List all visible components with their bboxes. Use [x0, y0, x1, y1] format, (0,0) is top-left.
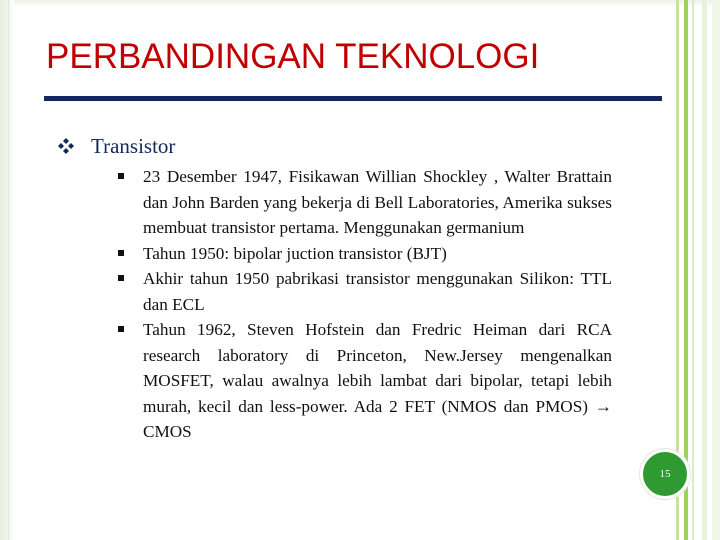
list-item	[118, 317, 612, 445]
list-item-text: Tahun 1962, Steven Hofstein dan Fredric Heiman dari RCA research laboratory di Princeton, New.Jersey mengenalkan MOSFET, walau awalnya lebih lambat dari bipolar, tetapi lebih murah, kecil dan less-power. Ada 2 FET (NMOS dan PMOS) → CMOS	[143, 320, 612, 441]
square-bullet-icon	[118, 326, 124, 332]
four-diamond-bullet-icon	[58, 138, 74, 154]
list-item-text: Tahun 1950: bipolar juction transistor (BJT)	[143, 243, 447, 263]
right-bar-edge	[712, 0, 720, 540]
right-bar-pale	[702, 0, 707, 540]
slide-left-border	[0, 0, 14, 540]
page-number-badge: 15	[640, 449, 690, 499]
list-item	[118, 164, 612, 241]
title-underline-rule	[44, 96, 662, 101]
section-heading-text: Transistor	[91, 134, 176, 158]
slide-top-edge	[0, 0, 720, 7]
list-item-text: Akhir tahun 1950 pabrikasi transistor menggunakan Silikon: TTL dan ECL	[143, 269, 612, 314]
list-item-text: 23 Desember 1947, Fisikawan Willian Shockley , Walter Brattain dan John Barden yang bekerja di Bell Laboratories, Amerika sukses membuat transistor pertama. Menggunakan germanium	[143, 167, 612, 237]
list-item	[118, 241, 612, 267]
list-item	[118, 266, 612, 317]
square-bullet-icon	[118, 275, 124, 281]
slide-title: PERBANDINGAN TEKNOLOGI	[46, 37, 540, 76]
square-bullet-icon	[118, 250, 124, 256]
slide-left-border-line	[8, 0, 9, 540]
right-bar-thin-inner	[692, 0, 694, 540]
bullet-list	[118, 164, 612, 445]
square-bullet-icon	[118, 173, 124, 179]
